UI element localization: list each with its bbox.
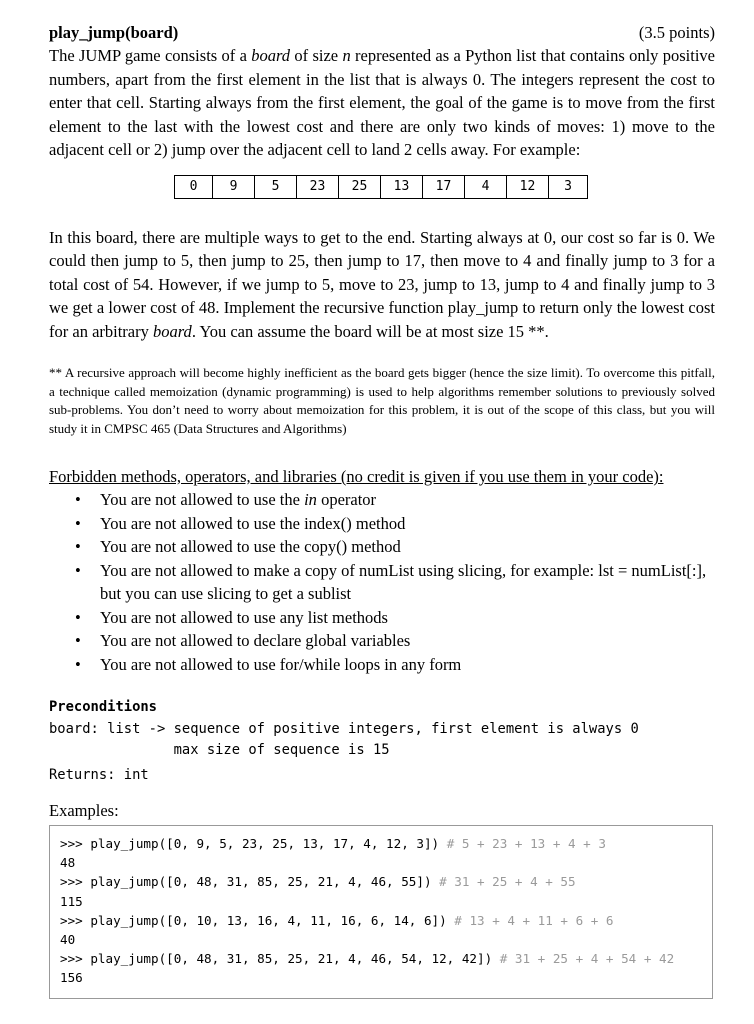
board-cell: 12: [507, 176, 549, 198]
rule-item: • You are not allowed to use for/while loops in any form: [75, 654, 462, 674]
preconditions-label: Preconditions: [49, 699, 157, 715]
intro-paragraph: The JUMP game consists of a board of size n represented as a Python list that contains only positive numbers, apart from the first element in the list that is always 0. The integers represent the cost to enter that cell. Starting always from the first element, the goal of the game is to move from the first element to the last with the lowest cost and there are only two kinds of moves: 1) move to the adjacent cell or 2) jump over the adjacent cell to land 2 cells away. For example:: [49, 46, 715, 159]
examples-box: [49, 825, 713, 999]
memoization-note: ** A recursive approach will become highly inefficient as the board gets bigger (hence the size limit). To overcome this pitfall, a technique called memoization (dynamic programming) is used to help algorithms remember solutions to previously solved sub-problems. You don’t need to worry about memoization for this problem, it is out of the scope of this class, but you will study it in CMPSC 465 (Data Structures and Algorithms): [49, 365, 715, 436]
board-cell: 0: [175, 176, 213, 198]
example-call: >>> play_jump([0, 9, 5, 23, 25, 13, 17, 4, 12, 3]) # 5 + 23 + 13 + 4 + 3: [60, 836, 606, 851]
preconditions-block: [49, 697, 715, 786]
rule-item: • You are not allowed to use the copy() method: [75, 537, 401, 556]
board-cell: 17: [423, 176, 465, 198]
document-page: [49, 22, 715, 999]
rule-item: • You are not allowed to declare global variables: [75, 631, 411, 650]
example-call: >>> play_jump([0, 48, 31, 85, 25, 21, 4, 46, 54, 12, 42]) # 31 + 25 + 4 + 54 + 42: [60, 951, 675, 967]
precondition-line: max size of sequence is 15: [49, 742, 390, 758]
rule-item: • You are not allowed to use the index() method: [75, 513, 406, 533]
returns-line: Returns: int: [49, 766, 149, 783]
board-cell: 25: [339, 176, 381, 198]
forbidden-list: [49, 488, 715, 676]
example-result: 156: [60, 970, 83, 986]
board-example: [174, 175, 715, 201]
example-call: >>> play_jump([0, 10, 13, 16, 4, 11, 16, 6, 14, 6]) # 13 + 4 + 11 + 6 + 6: [60, 912, 614, 928]
forbidden-heading: Forbidden methods, operators, and libraries (no credit is given if you use them in your code):: [49, 467, 664, 486]
rule-item: • You are not allowed to use any list methods: [75, 607, 388, 627]
points-label: (3.5 points): [638, 23, 715, 42]
rule-item: • You are not allowed to use the in operator: [75, 490, 377, 509]
board-cell: 5: [255, 176, 297, 198]
board-cell: 13: [381, 176, 423, 198]
example-call: >>> play_jump([0, 48, 31, 85, 25, 21, 4, 46, 55]) # 31 + 25 + 4 + 55: [60, 874, 576, 890]
board-cell: 23: [297, 176, 339, 198]
board-cell: 3: [564, 178, 572, 194]
rule-item: • You are not allowed to make a copy of numList using slicing, for example: lst = numList[:], but you can use slicing to get a sublist: [75, 560, 707, 603]
examples-label: Examples:: [49, 801, 119, 820]
precondition-line: board: list -> sequence of positive integers, first element is always 0: [49, 720, 639, 737]
header-row: [49, 22, 715, 44]
explanation-paragraph: In this board, there are multiple ways to get to the end. Starting always at 0, our cost so far is 0. We could then jump to 5, then jump to 25, then jump to 17, then move to 4 and finally jump to 3 for a total cost of 54. However, if we jump to 5, move to 23, jump to 13, jump to 4 and finally jump to 3 we get a lower cost of 48. Implement the recursive function play_jump to return only the lowest cost for an arbitrary board. You can assume the board will be at most size 15 **.: [49, 227, 715, 341]
function-title: play_jump(board): [49, 23, 179, 42]
board-cell: 4: [465, 176, 507, 198]
example-result: 115: [60, 893, 83, 909]
example-result: 48: [60, 855, 76, 871]
board-cell: 9: [213, 176, 255, 198]
example-result: 40: [60, 932, 76, 948]
board-cells: [174, 175, 588, 199]
